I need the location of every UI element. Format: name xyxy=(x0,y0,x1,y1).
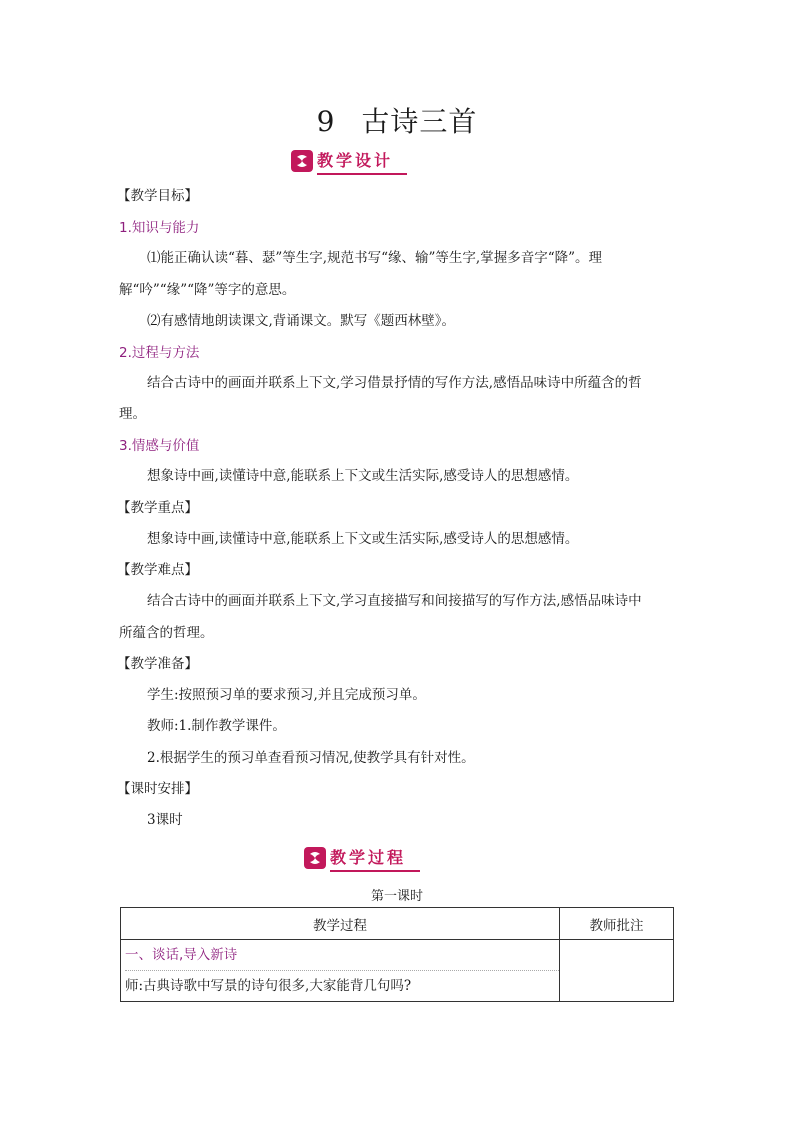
table-row xyxy=(121,940,674,1002)
process-table xyxy=(120,907,674,1002)
column-header-notes: 教师批注 xyxy=(560,908,674,940)
period-caption: 第一课时 xyxy=(370,889,423,904)
paragraph-line: 所蕴含的哲理。 xyxy=(119,625,214,641)
column-header-process: 教学过程 xyxy=(121,908,560,940)
paragraph-line: 结合古诗中的画面并联系上下文,学习借景抒情的写作方法,感悟品味诗中所蕴含的哲 xyxy=(147,375,642,391)
banner-teaching-process xyxy=(304,846,420,870)
section-heading-key-points: 【教学重点】 xyxy=(117,500,198,516)
lesson-number: 9 xyxy=(316,105,336,138)
paragraph-line: 教师:1.制作教学课件。 xyxy=(147,718,286,734)
paragraph-line: 3课时 xyxy=(147,812,183,828)
brand-swirl-icon xyxy=(291,150,313,172)
step-heading: 一、谈话,导入新诗 xyxy=(125,940,559,971)
lesson-title: 古诗三首 xyxy=(361,105,478,138)
subheading-knowledge: 1.知识与能力 xyxy=(119,220,200,236)
paragraph-line: 2.根据学生的预习单查看预习情况,使教学具有针对性。 xyxy=(147,750,475,766)
teacher-note-cell xyxy=(560,940,674,1002)
subheading-process-method: 2.过程与方法 xyxy=(119,345,200,361)
paragraph-line: 解“吟”“缘”“降”等字的意思。 xyxy=(119,282,296,298)
paragraph-line: 想象诗中画,读懂诗中意,能联系上下文或生活实际,感受诗人的思想感情。 xyxy=(147,468,579,484)
table-header-row xyxy=(121,908,674,940)
section-heading-preparation: 【教学准备】 xyxy=(117,656,198,672)
paragraph-line: 结合古诗中的画面并联系上下文,学习直接描写和间接描写的写作方法,感悟品味诗中 xyxy=(147,593,642,609)
step-text: 师:古典诗歌中写景的诗句很多,大家能背几句吗? xyxy=(125,978,412,994)
section-heading-difficulties: 【教学难点】 xyxy=(117,562,198,578)
section-heading-schedule: 【课时安排】 xyxy=(117,781,198,797)
page-title xyxy=(0,100,794,140)
paragraph-line: ⑵有感情地朗读课文,背诵课文。默写《题西林壁》。 xyxy=(147,313,456,329)
brand-swirl-icon xyxy=(304,847,326,869)
paragraph-line: 理。 xyxy=(119,406,146,422)
paragraph-line: ⑴能正确认读“暮、瑟”等生字,规范书写“缘、输”等生字,掌握多音字“降”。理 xyxy=(147,250,602,266)
banner-label: 教学设计 xyxy=(317,148,407,175)
banner-teaching-design xyxy=(291,149,407,173)
subheading-emotion-value: 3.情感与价值 xyxy=(119,438,200,454)
paragraph-line: 学生:按照预习单的要求预习,并且完成预习单。 xyxy=(147,687,426,703)
section-heading-goals: 【教学目标】 xyxy=(117,188,198,204)
paragraph-line: 想象诗中画,读懂诗中意,能联系上下文或生活实际,感受诗人的思想感情。 xyxy=(147,531,579,547)
banner-label: 教学过程 xyxy=(330,845,420,872)
process-cell xyxy=(121,940,560,1002)
